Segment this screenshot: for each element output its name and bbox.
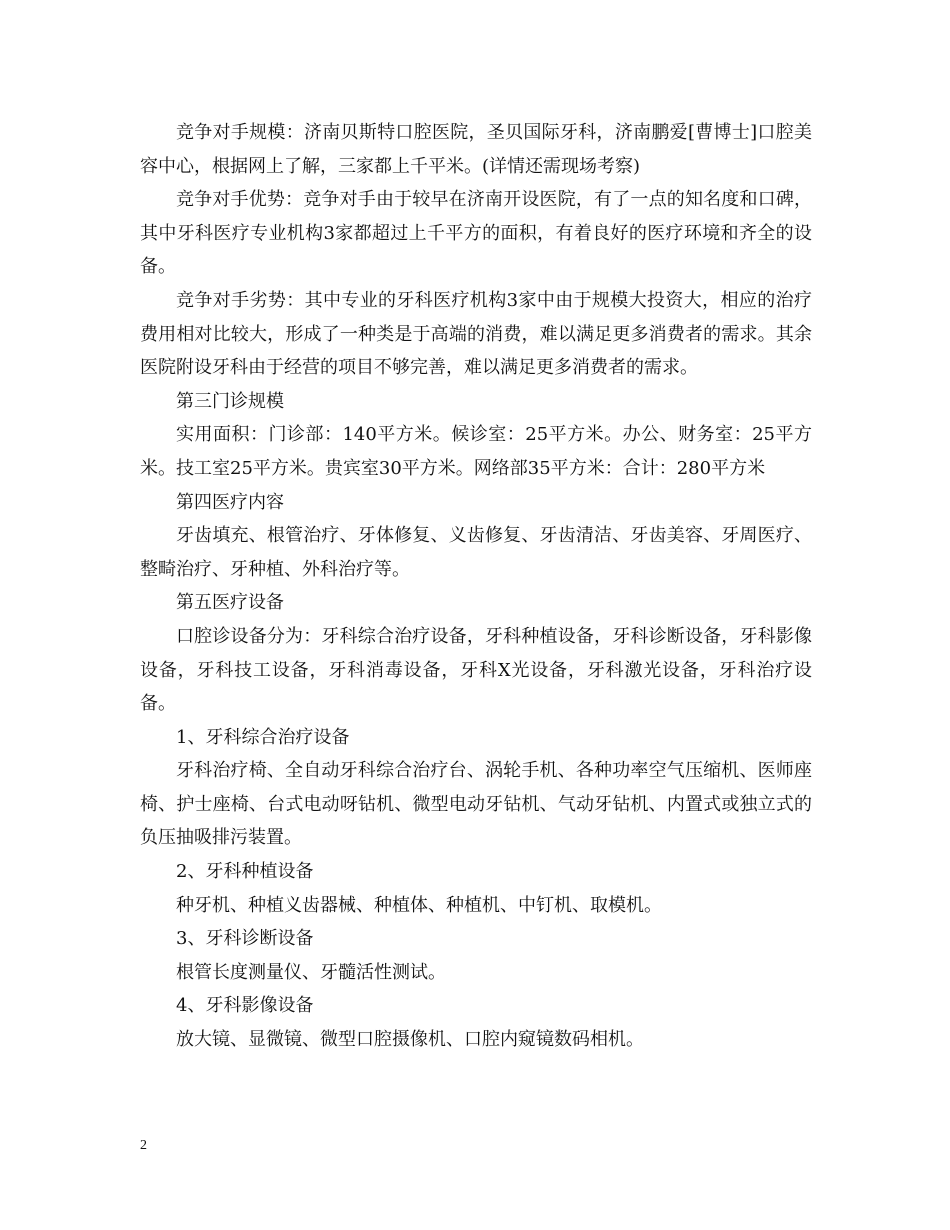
document-body <box>140 116 812 1057</box>
heading-medical-content: 第四医疗内容 <box>176 491 284 513</box>
heading-clinic-scale: 第三门诊规模 <box>176 390 284 412</box>
heading-diagnostic-equipment: 3、牙科诊断设备 <box>176 928 314 950</box>
heading-comprehensive-treatment-equipment: 1、牙科综合治疗设备 <box>176 726 350 748</box>
paragraph-competitor-scale: 竞争对手规模：济南贝斯特口腔医院，圣贝国际牙科，济南鹏爱[曹博士]口腔美容中心，根据网上了解，三家都上千平米。(详情还需现场考察) <box>140 122 812 177</box>
paragraph-medical-services: 牙齿填充、根管治疗、牙体修复、义齿修复、牙齿清洁、牙齿美容、牙周医疗、整畸治疗、牙种植、外科治疗等。 <box>140 525 812 580</box>
paragraph-competitor-weaknesses: 竞争对手劣势：其中专业的牙科医疗机构3家中由于规模大投资大，相应的治疗费用相对比较大，形成了一种类是于高端的消费，难以满足更多消费者的需求。其余医院附设牙科由于经营的项目不够完善，难以满足更多消费者的需求。 <box>140 289 812 379</box>
paragraph-diagnostic-list: 根管长度测量仪、牙髓活性测试。 <box>176 961 446 983</box>
paragraph-competitor-strengths: 竞争对手优势：竞争对手由于较早在济南开设医院，有了一点的知名度和口碑，其中牙科医疗专业机构3家都超过上千平方的面积，有着良好的医疗环境和齐全的设备。 <box>140 189 812 278</box>
heading-imaging-equipment: 4、牙科影像设备 <box>176 995 314 1017</box>
paragraph-implant-list: 种牙机、种植义齿器械、种植体、种植机、中钉机、取模机。 <box>176 894 662 916</box>
heading-medical-equipment: 第五医疗设备 <box>176 592 284 614</box>
paragraph-equipment-categories: 口腔诊设备分为：牙科综合治疗设备，牙科种植设备，牙科诊断设备，牙科影像设备，牙科技工设备，牙科消毒设备，牙科X光设备，牙科激光设备，牙科治疗设备。 <box>140 625 812 715</box>
paragraph-comprehensive-treatment-list: 牙科治疗椅、全自动牙科综合治疗台、涡轮手机、各种功率空气压缩机、医师座椅、护士座椅、台式电动呀钻机、微型电动牙钻机、气动牙钻机、内置式或独立式的负压抽吸排污装置。 <box>140 760 812 849</box>
page-number: 2 <box>140 1138 147 1153</box>
heading-implant-equipment: 2、牙科种植设备 <box>176 861 314 883</box>
paragraph-usable-area: 实用面积：门诊部：140平方米。候诊室：25平方米。办公、财务室：25平方米。技工室25平方米。贵宾室30平方米。网络部35平方米：合计：280平方米 <box>140 424 812 479</box>
paragraph-imaging-list: 放大镜、显微镜、微型口腔摄像机、口腔内窥镜数码相机。 <box>176 1029 644 1051</box>
